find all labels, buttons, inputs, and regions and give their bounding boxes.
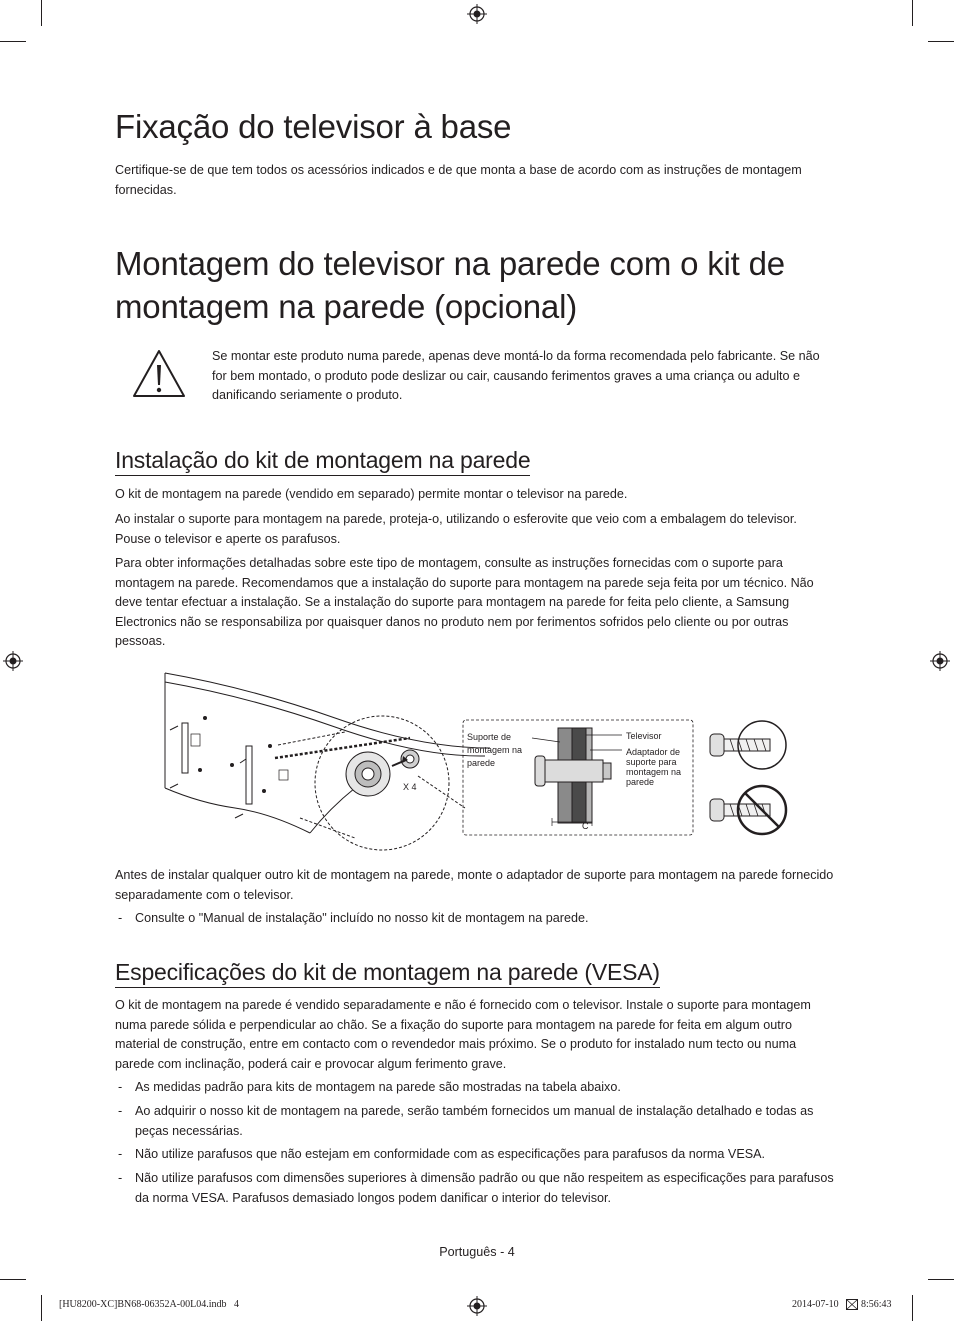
wall-mount-diagram <box>160 668 800 858</box>
subsection-title-vesa: Especificações do kit de montagem na parede (VESA) <box>115 958 660 988</box>
tv-back-illustration <box>165 673 490 833</box>
page-title: Fixação do televisor à base <box>115 108 512 145</box>
adapter-count-label: X 4 <box>403 782 417 792</box>
section-title-wall-mount: Montagem do televisor na parede com o kit de montagem na parede (opcional) <box>115 245 785 325</box>
list-item: - Consulte o "Manual de instalação" incluído no nosso kit de montagem na parede. <box>115 909 835 929</box>
registration-mark-icon <box>3 651 23 671</box>
vesa-bullet-1: As medidas padrão para kits de montagem na parede são mostradas na tabela abaixo. <box>135 1080 621 1094</box>
list-item: - Não utilize parafusos que não estejam em conformidade com as especificações para parafusos da norma VESA. <box>115 1145 835 1165</box>
page-number: Português - 4 <box>439 1245 515 1259</box>
screw-prohibited-icon <box>710 786 786 834</box>
install-paragraph-4: Antes de instalar qualquer outro kit de montagem na parede, monte o adaptador de suporte para montagem na parede fornecido separadamente com o televisor. <box>115 868 834 902</box>
crop-mark <box>41 1295 42 1321</box>
crop-mark <box>0 1279 26 1280</box>
vesa-bullet-3: Não utilize parafusos que não estejam em conformidade com as especificações para parafusos da norma VESA. <box>135 1147 766 1161</box>
registration-mark-icon <box>467 1296 487 1316</box>
registration-mark-icon <box>467 4 487 24</box>
vesa-paragraph-1: O kit de montagem na parede é vendido separadamente e não é fornecido com o televisor. Instale o suporte para montagem numa parede sólida e perpendicular ao chão. Se a fixação do suporte para montagem na parede for feita em algum outro material de construção, entre em contacto com o revendedor mais próximo. Se o produto for instalado num tecto ou numa parede com inclinação, poderá cair e provocar algum ferimento grave. <box>115 998 811 1071</box>
clock-icon <box>846 1299 858 1310</box>
install-paragraph-2: Ao instalar o suporte para montagem na parede, proteja-o, utilizando o esferovite que veio com a embalagem do televisor. Pouse o televisor e aperte os parafusos. <box>115 512 797 546</box>
label-wall-bracket-3: parede <box>467 758 496 768</box>
install-paragraph-3: Para obter informações detalhadas sobre este tipo de montagem, consulte as instruções fornecidas com o suporte para montagem na parede. Recomendamos que a instalação do suporte para montagem na parede seja feita por um técnico. Não deve tentar efectuar a instalação. Se a instalação do suporte para montagem na parede for feita pelo cliente, a Samsung Electronics não se responsabiliza por quaisquer danos no produto nem por ferimentos sofridos pelo cliente ou por outras pessoas. <box>115 556 814 648</box>
crop-mark <box>928 1279 954 1280</box>
registration-mark-icon <box>930 651 950 671</box>
label-adapter-2: suporte para <box>626 757 677 767</box>
label-adapter-3: montagem na <box>626 767 682 777</box>
screw-correct-icon <box>710 721 786 769</box>
crop-mark <box>912 0 913 26</box>
footer-time: 8:56:43 <box>861 1299 892 1310</box>
crop-mark <box>912 1295 913 1321</box>
install-paragraph-1: O kit de montagem na parede (vendido em separado) permite montar o televisor na parede. <box>115 487 628 501</box>
cross-section-illustration <box>463 720 693 835</box>
warning-triangle-icon <box>131 348 187 400</box>
install-bullet-1: Consulte o "Manual de instalação" incluído no nosso kit de montagem na parede. <box>135 911 589 925</box>
vesa-bullet-2: Ao adquirir o nosso kit de montagem na parede, serão também fornecidos um manual de instalação detalhado e todas as peças necessárias. <box>135 1104 814 1138</box>
crop-mark <box>41 0 42 26</box>
list-item: - As medidas padrão para kits de montagem na parede são mostradas na tabela abaixo. <box>115 1078 835 1098</box>
label-wall-bracket-2: montagem na <box>467 745 523 755</box>
footer-file-name: [HU8200-XC]BN68-06352A-00L04.indb 4 <box>59 1299 239 1310</box>
footer-date: 2014-07-10 <box>792 1299 839 1310</box>
list-item: - Não utilize parafusos com dimensões superiores à dimensão padrão ou que não respeitem as especificações para parafusos da norma VESA. Parafusos demasiado longos podem danificar o interior do televisor. <box>115 1169 835 1208</box>
intro-paragraph: Certifique-se de que tem todos os acessórios indicados e de que monta a base de acordo com as instruções de montagem fornecidas. <box>115 163 802 197</box>
warning-text: Se montar este produto numa parede, apenas deve montá-lo da forma recomendada pelo fabricante. Se não for bem montado, o produto pode deslizar ou cair, causando ferimentos graves a uma criança ou adulto e danificando seriamente o produto. <box>212 349 820 402</box>
list-item: - Ao adquirir o nosso kit de montagem na parede, serão também fornecidos um manual de instalação detalhado e todas as peças necessárias. <box>115 1102 835 1141</box>
label-adapter-1: Adaptador de <box>626 747 681 757</box>
subsection-title-install: Instalação do kit de montagem na parede <box>115 446 530 476</box>
label-tv: Televisor <box>626 731 662 741</box>
crop-mark <box>0 41 26 42</box>
label-adapter-4: parede <box>626 777 655 787</box>
crop-mark <box>928 41 954 42</box>
label-c: C <box>582 821 589 831</box>
label-wall-bracket-1: Suporte de <box>467 732 512 742</box>
adapter-zoom-illustration <box>278 716 465 850</box>
vesa-bullet-4: Não utilize parafusos com dimensões superiores à dimensão padrão ou que não respeitem as especificações para parafusos da norma VESA. Parafusos demasiado longos podem danificar o interior do televisor. <box>135 1171 834 1205</box>
